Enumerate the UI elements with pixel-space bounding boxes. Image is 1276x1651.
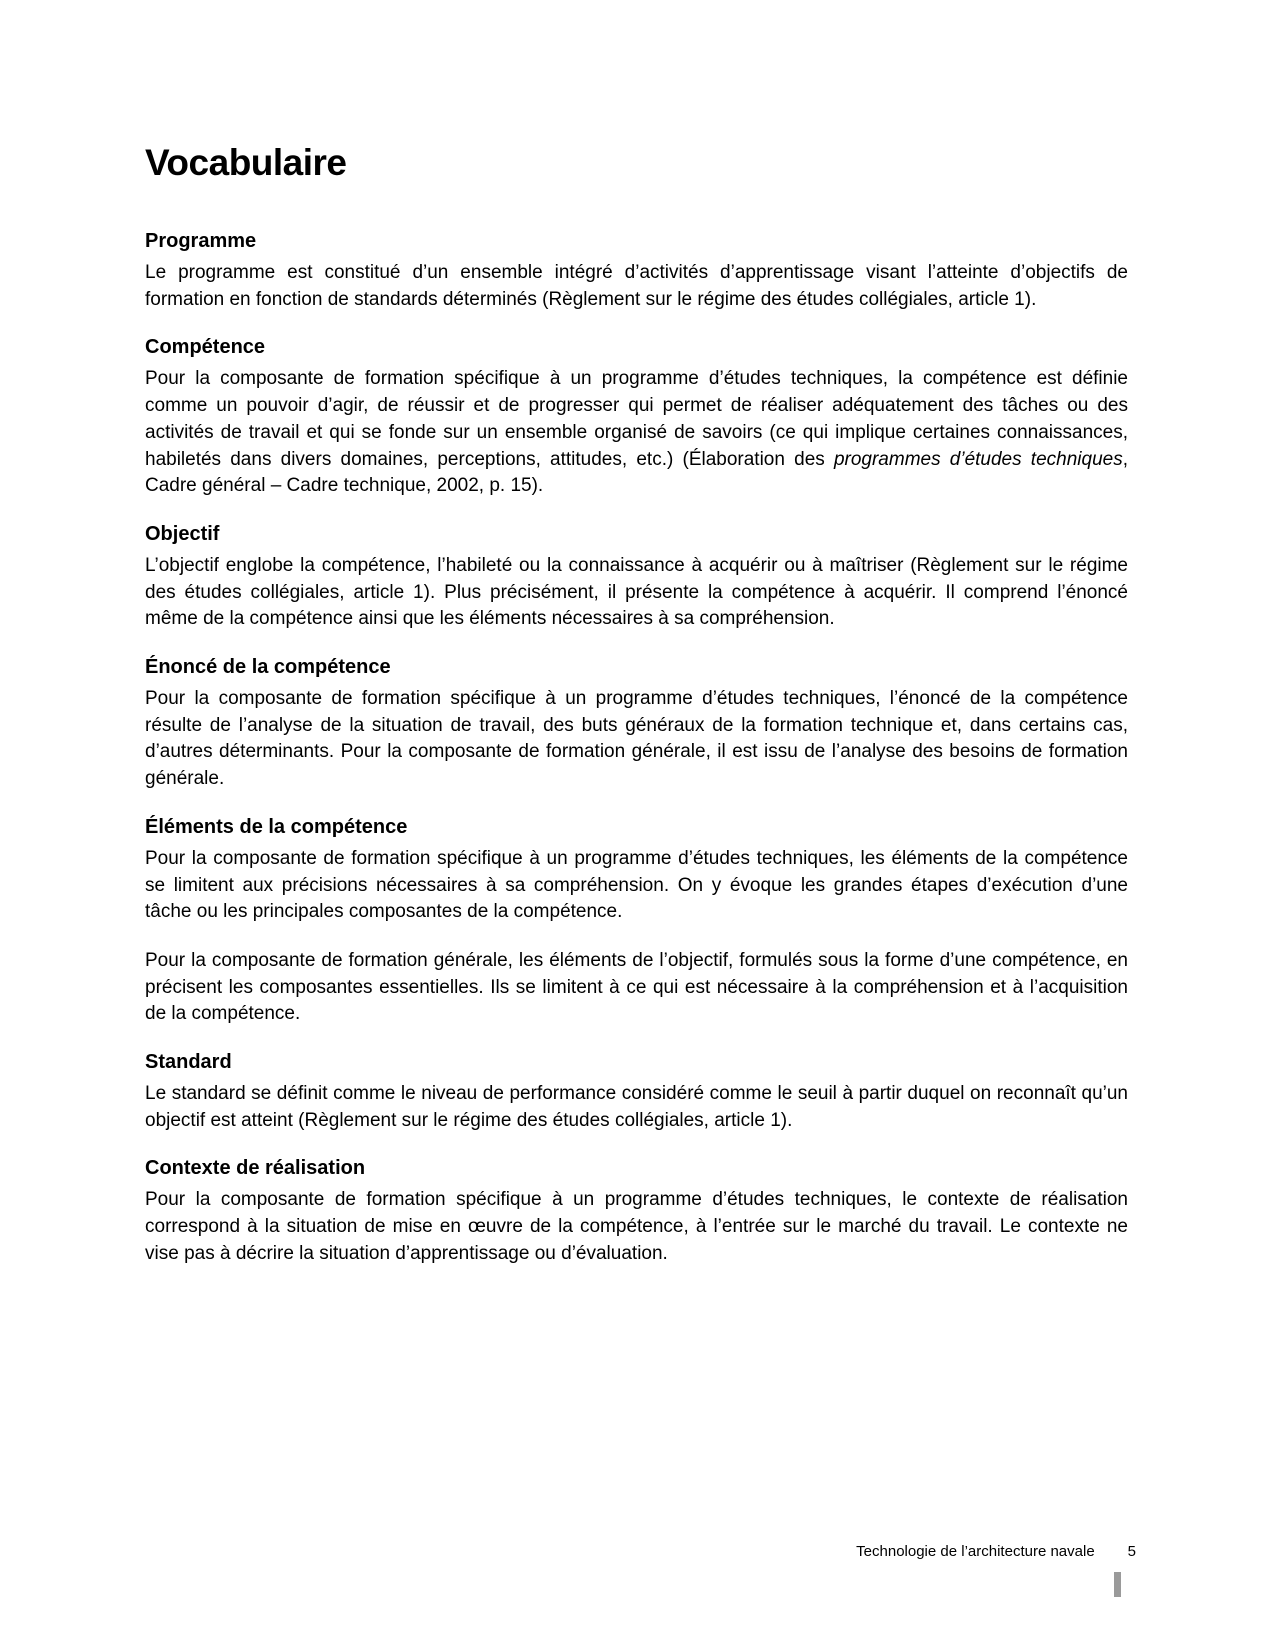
text-run: Le programme est constitué d’un ensemble intégré d’activités d’apprentissage visant l’atteinte d’objectifs de formation en fonction de standards déterminés (Règlement sur le régime des études collégiales, article 1). — [145, 262, 1128, 310]
sections-container — [145, 229, 1128, 1268]
paragraph — [145, 1081, 1128, 1134]
text-run: Le standard se définit comme le niveau de performance considéré comme le seuil à partir duquel on reconnaît qu’un objectif est atteint (Règlement sur le régime des études collégiales, article 1). — [145, 1083, 1128, 1131]
paragraph — [145, 553, 1128, 633]
text-run: Pour la composante de formation spécifique à un programme d’études techniques, l’énoncé de la compétence résulte de l’analyse de la situation de travail, des buts généraux de la formation technique et, dans certains cas, d’autres déterminants. Pour la composante de formation générale, il est issu de l’analyse des besoins de formation générale. — [145, 688, 1128, 790]
section-heading: Énoncé de la compétence — [145, 656, 391, 679]
text-run: Pour la composante de formation spécifique à un programme d’études techniques, le contexte de réalisation correspond à la situation de mise en œuvre de la compétence, à l’entrée sur le marché du travail. Le contexte ne vise pas à décrire la situation d’apprentissage ou d’évaluation. — [145, 1189, 1128, 1264]
text-run: Pour la composante de formation spécifique à un programme d’études techniques, les éléments de la compétence se limitent aux précisions nécessaires à sa compréhension. On y évoque les grandes étapes d’exécution d’une tâche ou les principales composantes de la compétence. — [145, 847, 1128, 923]
section-heading: Programme — [145, 230, 257, 252]
paragraph — [145, 1187, 1128, 1267]
section-heading: Compétence — [145, 336, 266, 359]
vocabulary-section — [145, 1050, 1128, 1134]
footer-document-title: Technologie de l’architecture navale — [856, 1543, 1095, 1560]
vocabulary-section — [145, 229, 1128, 313]
page-content — [145, 141, 1128, 1290]
page-title: Vocabulaire — [145, 142, 347, 183]
paragraph — [145, 948, 1128, 1028]
vocabulary-section — [145, 655, 1128, 793]
vocabulary-section — [145, 1156, 1128, 1267]
section-heading: Éléments de la compétence — [145, 815, 408, 838]
paragraph — [145, 366, 1128, 500]
text-run: , Cadre général – Cadre technique, 2002, p. 15). — [145, 448, 1128, 497]
section-heading: Contexte de réalisation — [145, 1157, 366, 1180]
text-run: Pour la composante de formation spécifique à un programme d’études techniques, la compétence est définie comme un pouvoir d’agir, de réussir et de progresser qui permet de réaliser adéquatement des tâches ou des activités de travail et qui se fonde sur un ensemble organisé de savoirs (ce qui implique certaines connaissances, habiletés dans divers domaines, perceptions, attitudes, etc.) (Élaboration des — [145, 368, 1128, 470]
footer-page-number: 5 — [1127, 1543, 1136, 1560]
section-heading: Standard — [145, 1051, 232, 1074]
footer-marker — [1114, 1572, 1121, 1597]
text-run: Pour la composante de formation générale, les éléments de l’objectif, formulés sous la forme d’une compétence, en précisent les composantes essentielles. Ils se limitent à ce qui est nécessaire à la compréhension et à l’acquisition de la compétence. — [145, 949, 1128, 1025]
vocabulary-section — [145, 335, 1128, 500]
italic-text-run: programmes d’études techniques — [833, 448, 1123, 470]
paragraph — [145, 846, 1128, 926]
vocabulary-section — [145, 815, 1128, 1028]
section-heading: Objectif — [145, 522, 220, 545]
page-footer — [856, 1543, 1136, 1561]
paragraph — [145, 260, 1128, 313]
paragraph — [145, 686, 1128, 793]
vocabulary-section — [145, 522, 1128, 633]
text-run: L’objectif englobe la compétence, l’habileté ou la connaissance à acquérir ou à maîtriser (Règlement sur le régime des études collégiales, article 1). Plus précisément, il présente la compétence à acquérir. Il comprend l’énoncé même de la compétence ainsi que les éléments nécessaires à sa compréhension. — [145, 554, 1128, 630]
